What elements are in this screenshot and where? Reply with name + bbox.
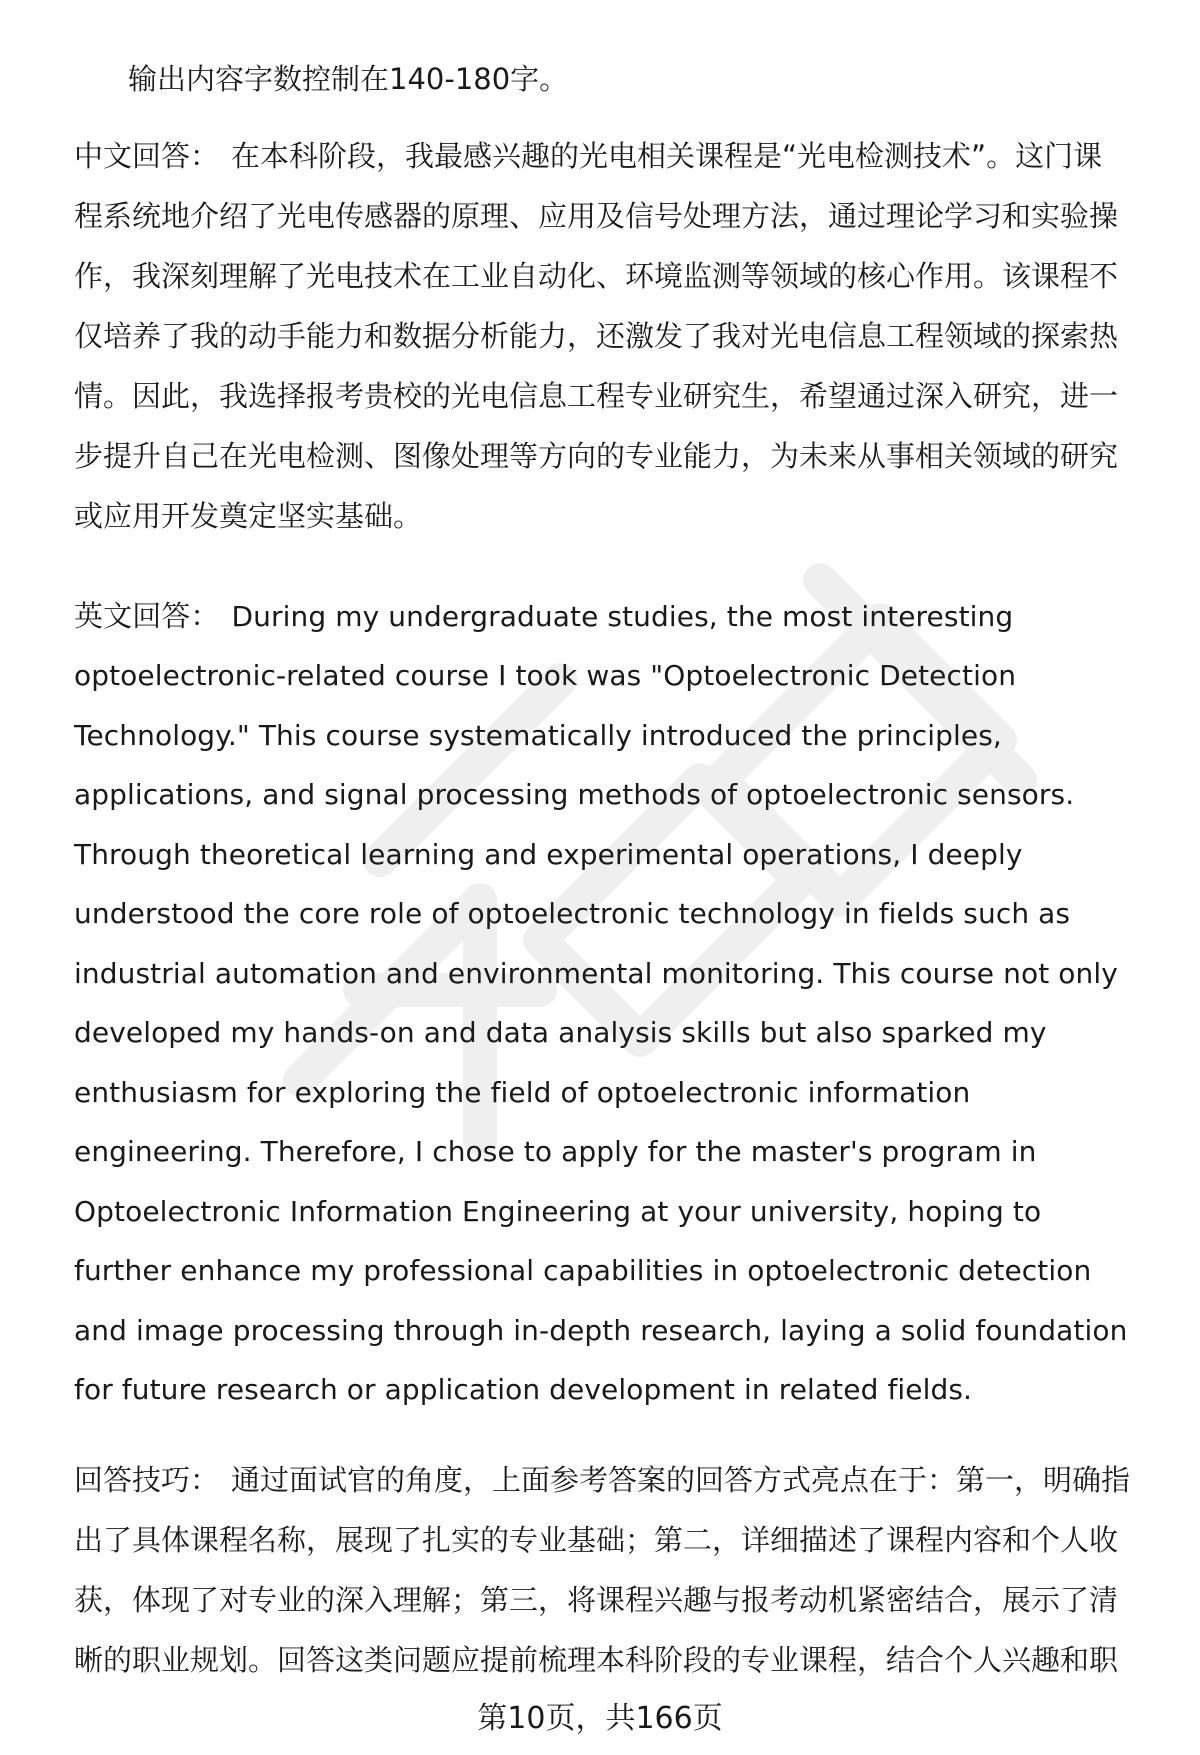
english-answer-line: further enhance my professional capabilities in optoelectronic detection [74, 1254, 1092, 1287]
english-answer-line: engineering. Therefore, I chose to apply for the master's program in [74, 1135, 1037, 1168]
english-answer-line: applications, and signal processing methods of optoelectronic sensors. [74, 778, 1075, 811]
instruction-text: 输出内容字数控制在140-180字。 [128, 62, 569, 96]
english-answer-line: industrial automation and environmental monitoring. This course not only [74, 957, 1118, 990]
chinese-answer-line: 步提升自己在光电检测、图像处理等方向的专业能力，为未来从事相关领域的研究 [74, 439, 1119, 473]
chinese-answer-line [74, 138, 1102, 174]
english-answer-line: Optoelectronic Information Engineering at your university, hoping to [74, 1195, 1042, 1228]
english-answer-line: and image processing through in-depth research, laying a solid foundation [74, 1314, 1128, 1347]
english-answer-text: During my undergraduate studies, the most interesting [231, 600, 1014, 633]
english-answer-line: Technology." This course systematically introduced the principles, [74, 719, 1002, 752]
chinese-answer-line: 或应用开发奠定坚实基础。 [74, 499, 423, 533]
chinese-answer-label: 中文回答： [74, 139, 220, 173]
tips-line [74, 1462, 1130, 1498]
english-answer-line: developed my hands-on and data analysis skills but also sparked my [74, 1016, 1047, 1049]
english-answer-line: for future research or application development in related fields. [74, 1373, 973, 1406]
chinese-answer-line: 作，我深刻理解了光电技术在工业自动化、环境监测等领域的核心作用。该课程不 [74, 259, 1119, 293]
english-answer-line: enthusiasm for exploring the field of optoelectronic information [74, 1076, 971, 1109]
tips-label: 回答技巧： [74, 1463, 220, 1497]
chinese-answer-line: 程系统地介绍了光电传感器的原理、应用及信号处理方法，通过理论学习和实验操 [74, 199, 1119, 233]
english-answer-line: optoelectronic-related course I took was "Optoelectronic Detection [74, 659, 1017, 692]
tips-line: 晰的职业规划。回答这类问题应提前梳理本科阶段的专业课程，结合个人兴趣和职 [74, 1643, 1119, 1677]
tips-text: 通过面试官的角度，上面参考答案的回答方式亮点在于：第一，明确指 [231, 1463, 1131, 1497]
english-answer-line: Through theoretical learning and experimental operations, I deeply [74, 838, 1023, 871]
chinese-answer-text: 在本科阶段，我最感兴趣的光电相关课程是“光电检测技术”。这门课 [231, 139, 1103, 173]
english-answer-label: 英文回答： [74, 599, 220, 633]
chinese-answer-line: 情。因此，我选择报考贵校的光电信息工程专业研究生，希望通过深入研究，进一 [74, 379, 1119, 413]
english-answer-line [74, 598, 1013, 635]
tips-line: 出了具体课程名称，展现了扎实的专业基础；第二，详细描述了课程内容和个人收 [74, 1523, 1119, 1557]
page-number: 第10页，共166页 [477, 1701, 723, 1736]
chinese-answer-line: 仅培养了我的动手能力和数据分析能力，还激发了我对光电信息工程领域的探索热 [74, 319, 1119, 353]
tips-line: 获，体现了对专业的深入理解；第三，将课程兴趣与报考动机紧密结合，展示了清 [74, 1583, 1119, 1617]
english-answer-line: understood the core role of optoelectronic technology in fields such as [74, 897, 1071, 930]
